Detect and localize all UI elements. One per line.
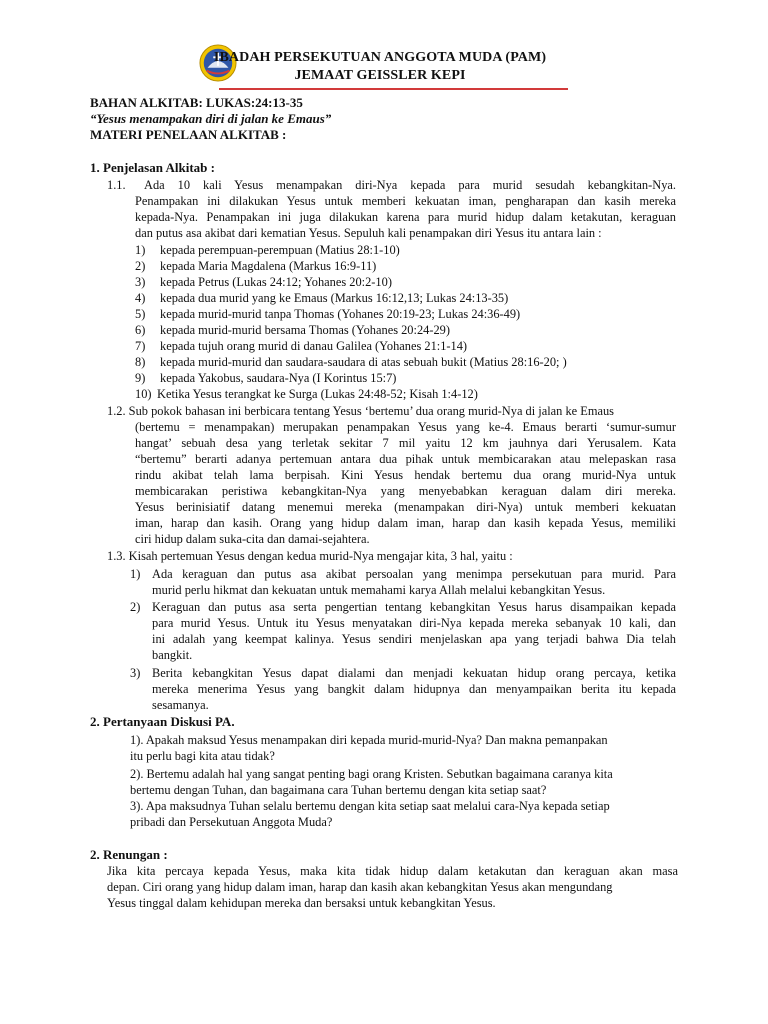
section-2-heading: 2. Pertanyaan Diskusi PA. bbox=[90, 714, 235, 729]
appearance-list-num: 6) bbox=[135, 323, 146, 337]
lesson-line: murid perlu hikmat dan kekuatan untuk memahami karya Allah melalui kebangkitan Yesus. bbox=[152, 583, 606, 597]
p12-line: “bertemu” berarti adanya pertemuan antara dua pihak untuk membicarakan atau melepaskan rasa bbox=[135, 452, 676, 466]
reflection-line: Jika kita percaya kepada Yesus, maka kita tidak hidup dalam ketakutan dan keraguan akan masa bbox=[107, 864, 678, 878]
appearance-list-item: kepada murid-murid bersama Thomas (Yohanes 20:24-29) bbox=[160, 323, 450, 337]
discussion-line: 1). Apakah maksud Yesus menampakan diri kepada murid-murid-Nya? Dan makna pemanpakan bbox=[130, 733, 608, 747]
lesson-line: Berita kebangkitan Yesus dapat dialami dan menjadi kekuatan hidup orang percaya, ketika bbox=[152, 666, 676, 680]
p12-line: 1.2. Sub pokok bahasan ini berbicara tentang Yesus ‘bertemu’ dua orang murid-Nya di jalan ke Emaus bbox=[107, 404, 614, 418]
lesson-num: 3) bbox=[130, 666, 141, 680]
lesson-line: sesamanya. bbox=[152, 698, 209, 712]
appearance-list-item: kepada Yakobus, saudara-Nya (I Korintus 15:7) bbox=[160, 371, 397, 385]
appearance-list-num: 4) bbox=[135, 291, 146, 305]
p12-line: hangat’ sebuah desa yang terletak sekitar 7 mil yaitu 12 km jauhnya dari Yerusalem. Kata bbox=[135, 436, 676, 450]
appearance-list-num: 3) bbox=[135, 275, 146, 289]
p12-line: (bertemu = menampakan) merupakan penampakan Yesus yang ke-4. Emaus berarti ‘sumur-sumur bbox=[135, 420, 676, 434]
appearance-list-item: kepada murid-murid dan saudara-saudara di atas sebuah bukit (Matius 28:16-20; ) bbox=[160, 355, 567, 369]
p12-line: Yesus berinisiatif datang menemui mereka (menampakan diri-Nya) untuk memberi kekuatan bbox=[135, 500, 676, 514]
appearance-list-item: Ketika Yesus terangkat ke Surga (Lukas 24:48-52; Kisah 1:4-12) bbox=[157, 387, 478, 401]
lesson-num: 2) bbox=[130, 600, 141, 614]
header-title: IBADAH PERSEKUTUAN ANGGOTA MUDA (PAM) bbox=[213, 50, 547, 65]
appearance-list-item: kepada murid-murid tanpa Thomas (Yohanes 20:19-23; Lukas 24:36-49) bbox=[160, 307, 521, 321]
p11-number: 1.1. bbox=[107, 178, 126, 192]
p11-line: Penampakan ini dilakukan Yesus untuk memberi kekuatan iman, pengharapan dan kasih mereka bbox=[135, 194, 676, 208]
section-3-heading: 2. Renungan : bbox=[90, 847, 168, 862]
appearance-list-num: 1) bbox=[135, 243, 146, 257]
header-divider bbox=[219, 88, 568, 90]
appearance-list-item: kepada perempuan-perempuan (Matius 28:1-10) bbox=[160, 243, 400, 257]
discussion-line: bertemu dengan Tuhan, dan bagaimana cara Tuhan bertemu dengan kita setiap saat? bbox=[130, 783, 547, 797]
appearance-list-num: 9) bbox=[135, 371, 146, 385]
appearance-list-num: 8) bbox=[135, 355, 146, 369]
p11-line: dan putus asa akibat dari kematian Yesus. Sepuluh kali penampakan diri Yesus itu antara lain : bbox=[135, 226, 602, 240]
appearance-list-item: kepada tujuh orang murid di danau Galilea (Yohanes 21:1-14) bbox=[160, 339, 468, 353]
reflection-line: depan. Ciri orang yang hidup dalam iman, harap dan kasih akan kebangkitan Yesus akan mengundang bbox=[107, 880, 613, 894]
appearance-list-item: kepada Petrus (Lukas 24:12; Yohanes 20:2-10) bbox=[160, 275, 392, 289]
bahan-alkitab: BAHAN ALKITAB: LUKAS:24:13-35 bbox=[90, 95, 303, 110]
discussion-line: itu perlu bagi kita atau tidak? bbox=[130, 749, 275, 763]
lesson-line: mereka menerima Yesus yang bangkit dalam hidupnya dan menyampaikan berita itu kepada bbox=[152, 682, 676, 696]
p12-line: iman, harap dan kasih. Orang yang hidup dalam iman, harap dan kasih kepada Yesus, memiliki bbox=[135, 516, 676, 530]
appearance-list-num: 7) bbox=[135, 339, 146, 353]
lesson-line: Ada keraguan dan putus asa akibat persoalan yang menimpa persekutuan para murid. Para bbox=[152, 567, 676, 581]
discussion-line: 3). Apa maksudnya Tuhan selalu bertemu dengan kita setiap saat melalui cara-Nya kepada setiap bbox=[130, 799, 610, 813]
lesson-num: 1) bbox=[130, 567, 141, 581]
lesson-line: ini adalah yang keempat kalinya. Yesus sendiri menjelaskan apa yang terjadi bahwa Dia telah bbox=[152, 632, 676, 646]
appearance-list-num: 5) bbox=[135, 307, 146, 321]
materi-title: MATERI PENELAAN ALKITAB : bbox=[90, 127, 287, 142]
lesson-line: para murid Yesus. Untuk itu Yesus menyatakan diri-Nya kepada mereka sebanyak 10 kali, dan bbox=[152, 616, 676, 630]
appearance-list-item: kepada Maria Magdalena (Markus 16:9-11) bbox=[160, 259, 377, 273]
p12-line: rindu akibat telah lama berpisah. Kini Yesus hendak bertemu dua orang murid-Nya untuk bbox=[135, 468, 676, 482]
reflection-line: Yesus tinggal dalam kehidupan mereka dan bersaksi untuk kebangkitan Yesus. bbox=[107, 896, 496, 910]
p13-intro: 1.3. Kisah pertemuan Yesus dengan kedua murid-Nya mengajar kita, 3 hal, yaitu : bbox=[107, 549, 513, 563]
discussion-line: pribadi dan Persekutuan Anggota Muda? bbox=[130, 815, 333, 829]
p11-line: kepada-Nya. Penampakan ini juga dilakukan karena para murid hidup dalam ketakutan, keraguan bbox=[135, 210, 676, 224]
header-subtitle: JEMAAT GEISSLER KEPI bbox=[294, 68, 466, 83]
lesson-line: bangkit. bbox=[152, 648, 193, 662]
appearance-list-num: 10) bbox=[135, 387, 152, 401]
p11-line: Ada 10 kali Yesus menampakan diri-Nya kepada para murid sesudah kebangkitan-Nya. bbox=[144, 178, 676, 192]
appearance-list-item: kepada dua murid yang ke Emaus (Markus 16:12,13; Lukas 24:13-35) bbox=[160, 291, 509, 305]
theme-quote: “Yesus menampakan diri di jalan ke Emaus” bbox=[90, 111, 332, 126]
p12-line: ciri hidup dalam suka-cita dan damai-sejahtera. bbox=[135, 532, 370, 546]
section-1-heading: 1. Penjelasan Alkitab : bbox=[90, 160, 215, 175]
p12-line: membicarakan peristiwa kebangkitan-Nya yang menyebabkan keraguan dalam diri mereka. bbox=[135, 484, 676, 498]
discussion-line: 2). Bertemu adalah hal yang sangat penting bagi orang Kristen. Sebutkan bagaimana caranya kita bbox=[130, 767, 613, 781]
lesson-line: Keraguan dan putus asa serta pengertian tentang kebangkitan Yesus harus disampaikan kepada bbox=[152, 600, 676, 614]
appearance-list-num: 2) bbox=[135, 259, 146, 273]
